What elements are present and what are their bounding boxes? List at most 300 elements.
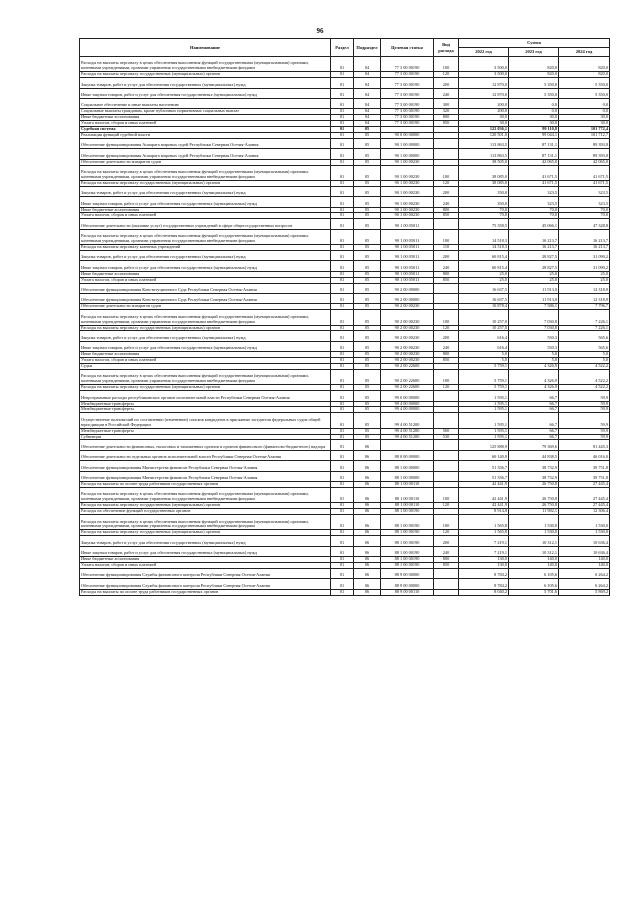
row-razdel: 01 (331, 413, 354, 428)
row-razdel: 01 (331, 358, 354, 364)
row-csr: 88 1 00 00190 (381, 530, 434, 536)
row-vr: 100 (434, 165, 459, 180)
row-2022: 5 759,1 (459, 385, 509, 391)
row-2023: 11 982,1 (509, 509, 559, 515)
row-razdel: 01 (331, 115, 354, 121)
row-razdel: 01 (331, 72, 354, 78)
row-razdel: 01 (331, 369, 354, 384)
row-2023: 28 827,5 (509, 261, 559, 271)
row-2024: 5 350,0 (559, 88, 610, 98)
row-2022: 200,0 (459, 109, 509, 115)
row-csr: 90 1 00 00230 (381, 186, 434, 196)
row-2024: 25,0 (559, 271, 610, 277)
row-podrazdel: 05 (354, 229, 381, 244)
row-2024: 41 671,5 (559, 165, 610, 180)
row-2023: 38 732,9 (509, 471, 559, 481)
row-2023: 25,0 (509, 277, 559, 283)
row-vr: 120 (434, 180, 459, 186)
row-vr: 240 (434, 197, 459, 207)
row-name: Закупка товаров, работ и услуг для обеспечения государственных (муниципальных) нужд (80, 536, 331, 546)
row-razdel: 01 (331, 304, 354, 310)
row-2023: 87 131,1 (509, 149, 559, 159)
row-2023: 99 044,1 (509, 133, 559, 139)
row-2023: 16 213,7 (509, 229, 559, 244)
row-name: Расходы на выплаты персоналу государственных (муниципальных) органов (80, 385, 331, 391)
row-name: Уплата налогов, сборов и иных платежей (80, 277, 331, 283)
row-2023: 66,7 (509, 413, 559, 428)
row-name: Расходы на выплаты персоналу в целях обеспечения выполнения функций государственными (муниципальными) органами, казенными учреждениями, органами управления государственными внебюджетными фондами (80, 369, 331, 384)
row-2023: 140,0 (509, 557, 559, 563)
row-2022: 1 565,8 (459, 515, 509, 530)
row-podrazdel: 05 (354, 197, 381, 207)
row-podrazdel: 05 (354, 213, 381, 219)
row-2022: 1 595,1 (459, 428, 509, 434)
row-name: Закупка товаров, работ и услуг для обеспечения государственных (муниципальных) нужд (80, 186, 331, 196)
row-vr: 240 (434, 341, 459, 351)
row-razdel: 01 (331, 546, 354, 556)
row-podrazdel: 05 (354, 261, 381, 271)
row-name: Расходы на выплаты по оплате труда работников государственных органов (80, 589, 331, 595)
row-vr: 120 (434, 72, 459, 78)
table-row (80, 219, 610, 229)
row-csr: 77 3 00 00190 (381, 115, 434, 121)
row-name: Расходы на выплаты персоналу в целях обеспечения выполнения функций государственными (муниципальными) органами, казенными учреждениями, органами управления государственными внебюджетными фондами (80, 487, 331, 502)
row-razdel: 01 (331, 293, 354, 303)
row-podrazdel: 06 (354, 487, 381, 502)
row-2024: 6 264,2 (559, 568, 610, 578)
row-2023: 4 326,9 (509, 364, 559, 370)
row-2024: 140,0 (559, 562, 610, 568)
row-podrazdel: 06 (354, 562, 381, 568)
row-2024: 7 796,7 (559, 304, 610, 310)
row-vr (434, 413, 459, 428)
row-name: Расходы на выплаты персоналу государственных (муниципальных) органов (80, 325, 331, 331)
table-row (80, 149, 610, 159)
row-podrazdel: 05 (354, 159, 381, 165)
table-row (80, 579, 610, 589)
row-name: Закупка товаров, работ и услуг для обеспечения государственных (муниципальных) нужд (80, 250, 331, 260)
row-name: Расходы на выплаты персоналу в целях обеспечения выполнения функций государственными (муниципальными) органами, казенными учреждениями, органами управления государственными внебюджетными фондами (80, 229, 331, 244)
row-name: Расходы на обеспечение функций государственных органов (80, 509, 331, 515)
row-2023: 0,0 (509, 98, 559, 108)
row-csr: 90 2 00 00000 (381, 293, 434, 303)
row-csr: 90 1 00 00230 (381, 213, 434, 219)
row-name: Обеспечение деятельности аппаратов судов (80, 304, 331, 310)
row-razdel: 01 (331, 219, 354, 229)
row-podrazdel: 06 (354, 579, 381, 589)
row-2022: 60 815,4 (459, 250, 509, 260)
row-2022: 5 759,1 (459, 364, 509, 370)
row-razdel: 01 (331, 78, 354, 88)
row-2024: 59,9 (559, 407, 610, 413)
row-razdel: 01 (331, 503, 354, 509)
row-podrazdel: 05 (354, 133, 381, 139)
row-2022: 12 870,0 (459, 78, 509, 88)
row-vr: 120 (434, 385, 459, 391)
row-2023: 45 066,1 (509, 219, 559, 229)
row-2024: 16 213,7 (559, 245, 610, 251)
table-row (80, 165, 610, 180)
row-2022: 51 356,7 (459, 461, 509, 471)
row-vr: 500 (434, 428, 459, 434)
row-name: Иные закупки товаров, работ и услуг для обеспечения государственных (муниципальных) нужд (80, 261, 331, 271)
row-2024: 4 522,2 (559, 385, 610, 391)
row-razdel: 01 (331, 133, 354, 139)
row-2023: 99 110,8 (509, 127, 559, 133)
row-2022: 60 815,4 (459, 261, 509, 271)
row-vr: 200 (434, 331, 459, 341)
row-2022: 7 219,1 (459, 546, 509, 556)
row-razdel: 01 (331, 352, 354, 358)
row-podrazdel: 04 (354, 109, 381, 115)
row-2023: 10 312,1 (509, 536, 559, 546)
row-name: Расходы на выплаты персоналу в целях обеспечения выполнения функций государственными (муниципальными) органами, казенными учреждениями, органами управления государственными внебюджетными фондами (80, 310, 331, 325)
row-2022: 60 140,9 (459, 450, 509, 460)
table-row (80, 293, 610, 303)
row-name: Обеспечение деятельности финансовых, налоговых и таможенных органов и органов финансового (финансово-бюджетного) надзора (80, 440, 331, 450)
row-razdel: 01 (331, 589, 354, 595)
row-csr: 88 9 00 00000 (381, 579, 434, 589)
row-csr: 99 0 00 00000 (381, 391, 434, 401)
row-2022: 5,0 (459, 352, 509, 358)
row-2022: 8 040,2 (459, 589, 509, 595)
row-2023: 11 913,0 (509, 283, 559, 293)
row-2024: 59,9 (559, 413, 610, 428)
row-name: Обеспечение деятельности аппаратов судов (80, 159, 331, 165)
row-vr (434, 149, 459, 159)
row-vr: 320 (434, 109, 459, 115)
row-csr: 88 1 00 00190 (381, 509, 434, 515)
row-podrazdel: 06 (354, 589, 381, 595)
row-razdel: 01 (331, 450, 354, 460)
row-2023: 26 750,8 (509, 503, 559, 509)
table-row (80, 250, 610, 260)
row-2024: 140,0 (559, 557, 610, 563)
row-2024: 323,5 (559, 186, 610, 196)
row-podrazdel: 06 (354, 568, 381, 578)
row-name: Обеспечение деятельности (оказание услуг) государственных учреждений в сфере общегосударственных вопросов (80, 219, 331, 229)
table-row (80, 78, 610, 88)
row-2023: 41 671,5 (509, 180, 559, 186)
row-podrazdel: 04 (354, 72, 381, 78)
row-podrazdel: 06 (354, 546, 381, 556)
row-csr: 90 1 00 00000 (381, 149, 434, 159)
row-name: Непрограммные расходы республиканских органов исполнительной власти Республики Северная Осетия-Алания (80, 391, 331, 401)
row-2023: 5,0 (509, 358, 559, 364)
row-name: Обеспечение функционирования Конституционного Суда Республики Северная Осетия-Алания (80, 293, 331, 303)
row-2024: 41 671,5 (559, 180, 610, 186)
row-csr: 88 1 00 00190 (381, 562, 434, 568)
row-name: Субвенции (80, 434, 331, 440)
row-2023: 66,7 (509, 391, 559, 401)
row-2023: 16 213,7 (509, 245, 559, 251)
row-2024: 5,0 (559, 358, 610, 364)
row-csr: 90 2 00 22600 (381, 385, 434, 391)
row-podrazdel: 05 (354, 138, 381, 148)
row-vr: 100 (434, 487, 459, 502)
row-csr: 90 2 00 00230 (381, 325, 434, 331)
row-razdel: 01 (331, 213, 354, 219)
row-razdel: 01 (331, 461, 354, 471)
row-name: Иные закупки товаров, работ и услуг для обеспечения государственных (муниципальных) нужд (80, 546, 331, 556)
row-vr: 800 (434, 207, 459, 213)
row-razdel: 01 (331, 325, 354, 331)
row-vr: 200 (434, 186, 459, 196)
row-2024: 101 712,7 (559, 133, 610, 139)
row-vr (434, 391, 459, 401)
row-2023: 323,5 (509, 186, 559, 196)
row-2024: 820,0 (559, 57, 610, 72)
row-vr (434, 293, 459, 303)
row-name: Иные закупки товаров, работ и услуг для обеспечения государственных (муниципальных) нужд (80, 341, 331, 351)
row-2022: 14 518,3 (459, 229, 509, 244)
row-2022: 616,4 (459, 331, 509, 341)
row-csr: 88 1 00 00110 (381, 487, 434, 502)
row-vr: 800 (434, 352, 459, 358)
row-podrazdel: 06 (354, 515, 381, 530)
row-2024: 323,5 (559, 197, 610, 207)
row-vr: 850 (434, 358, 459, 364)
row-razdel: 01 (331, 471, 354, 481)
row-razdel: 01 (331, 138, 354, 148)
row-podrazdel: 05 (354, 180, 381, 186)
row-name: Иные бюджетные ассигнования (80, 352, 331, 358)
row-razdel: 01 (331, 557, 354, 563)
row-podrazdel: 05 (354, 245, 381, 251)
header-razdel: Раздел (331, 39, 354, 57)
table-row (80, 138, 610, 148)
row-csr: 88 0 00 00000 (381, 450, 434, 460)
row-podrazdel: 05 (354, 186, 381, 196)
row-name: Социальные выплаты гражданам, кроме публичных нормативных социальных выплат (80, 109, 331, 115)
row-2022: 25,0 (459, 271, 509, 277)
row-razdel: 01 (331, 487, 354, 502)
row-razdel: 01 (331, 428, 354, 434)
row-vr (434, 450, 459, 460)
row-2024: 565,6 (559, 341, 610, 351)
row-2022: 8 914,8 (459, 509, 509, 515)
row-razdel: 01 (331, 515, 354, 530)
row-razdel: 01 (331, 391, 354, 401)
row-2023: 140,0 (509, 562, 559, 568)
row-2024: 70,0 (559, 213, 610, 219)
table-row (80, 440, 610, 450)
row-podrazdel: 06 (354, 471, 381, 481)
table-row (80, 283, 610, 293)
row-name: Осуществление полномочий по составлению (изменению) списков кандидатов в присяжные заседатели федеральных судов общей юрисдикции в Российской Федерации (80, 413, 331, 428)
row-csr: 88 1 00 00190 (381, 536, 434, 546)
row-razdel: 01 (331, 271, 354, 277)
row-podrazdel: 05 (354, 341, 381, 351)
row-2024: 89 393,8 (559, 138, 610, 148)
row-razdel: 01 (331, 401, 354, 407)
row-2024: 12 318,9 (559, 283, 610, 293)
header-summa: Сумма (459, 39, 610, 48)
row-razdel: 01 (331, 579, 354, 589)
row-2023: 5 701,6 (509, 589, 559, 595)
row-vr: 120 (434, 503, 459, 509)
row-podrazdel: 05 (354, 325, 381, 331)
row-csr: 90 1 00 05011 (381, 245, 434, 251)
row-name: Реализация функций судебной власти (80, 133, 331, 139)
row-2024: 5 869,2 (559, 589, 610, 595)
row-razdel: 01 (331, 440, 354, 450)
row-podrazdel: 05 (354, 352, 381, 358)
row-vr: 300 (434, 98, 459, 108)
row-csr: 90 2 00 00000 (381, 283, 434, 293)
row-podrazdel: 05 (354, 165, 381, 180)
row-vr: 850 (434, 213, 459, 219)
row-2023: 66,7 (509, 434, 559, 440)
row-vr: 530 (434, 434, 459, 440)
row-razdel: 01 (331, 530, 354, 536)
table-body (80, 57, 610, 596)
row-csr: 88 1 00 00110 (381, 482, 434, 488)
table-row (80, 461, 610, 471)
row-2023: 6 105,6 (509, 568, 559, 578)
row-csr: 90 2 00 00230 (381, 331, 434, 341)
row-razdel: 01 (331, 165, 354, 180)
row-2023: 550,3 (509, 331, 559, 341)
row-2024: 59,9 (559, 391, 610, 401)
row-csr: 77 3 00 00190 (381, 57, 434, 72)
row-2023: 26 750,8 (509, 482, 559, 488)
row-2022: 16 637,5 (459, 293, 509, 303)
row-2022: 42 441,9 (459, 487, 509, 502)
row-2023: 5 350,0 (509, 88, 559, 98)
row-vr: 850 (434, 562, 459, 568)
row-csr: 88 1 00 00190 (381, 515, 434, 530)
row-2023: 7 030,8 (509, 325, 559, 331)
row-vr: 120 (434, 325, 459, 331)
row-csr: 77 3 00 00190 (381, 98, 434, 108)
table-row (80, 515, 610, 530)
header-podrazdel: Подраздел (354, 39, 381, 57)
row-2023: 38 732,9 (509, 461, 559, 471)
row-2024: 59,9 (559, 401, 610, 407)
row-vr: 100 (434, 515, 459, 530)
row-csr: 90 1 00 00230 (381, 159, 434, 165)
row-name: Судебная система (80, 127, 331, 133)
row-2022: 75 358,5 (459, 219, 509, 229)
row-podrazdel: 05 (354, 283, 381, 293)
row-podrazdel: 05 (354, 385, 381, 391)
row-name: Судьи (80, 364, 331, 370)
row-2022: 8 784,2 (459, 579, 509, 589)
row-2022: 10 878,4 (459, 304, 509, 310)
row-podrazdel: 04 (354, 98, 381, 108)
row-csr: 90 1 00 05011 (381, 250, 434, 260)
row-2022: 1 595,1 (459, 391, 509, 401)
row-2022: 200,0 (459, 98, 509, 108)
row-razdel: 01 (331, 509, 354, 515)
row-csr: 90 1 00 00230 (381, 197, 434, 207)
row-2024: 42 065,0 (559, 159, 610, 165)
row-razdel: 01 (331, 341, 354, 351)
row-2022: 3 500,0 (459, 72, 509, 78)
row-2024: 4 522,2 (559, 369, 610, 384)
row-razdel: 01 (331, 149, 354, 159)
row-name: Закупка товаров, работ и услуг для обеспечения государственных (муниципальных) нужд (80, 78, 331, 88)
row-podrazdel: 05 (354, 428, 381, 434)
row-name: Уплата налогов, сборов и иных платежей (80, 562, 331, 568)
row-name: Расходы на выплаты персоналу государственных (муниципальных) органов (80, 180, 331, 186)
row-2022: 10 257,0 (459, 310, 509, 325)
row-2024: 1 530,0 (559, 530, 610, 536)
row-2023: 26 750,8 (509, 487, 559, 502)
row-razdel: 01 (331, 283, 354, 293)
row-2023: 820,0 (509, 72, 559, 78)
row-2024: 16 213,7 (559, 229, 610, 244)
row-csr: 77 3 00 00190 (381, 121, 434, 127)
row-razdel: 01 (331, 482, 354, 488)
row-podrazdel: 05 (354, 304, 381, 310)
row-2024: 5 350,0 (559, 78, 610, 88)
row-csr: 90 1 00 05011 (381, 271, 434, 277)
row-vr: 100 (434, 310, 459, 325)
row-2023: 28 827,5 (509, 250, 559, 260)
row-csr: 99 4 00 51200 (381, 434, 434, 440)
row-razdel: 01 (331, 207, 354, 213)
row-2023: 550,3 (509, 341, 559, 351)
row-csr: 90 2 00 00230 (381, 358, 434, 364)
row-2023: 4 326,9 (509, 369, 559, 384)
row-name: Обеспечение функционирования Аппарата мировых судей Республики Северная Осетия-Алания (80, 138, 331, 148)
row-razdel: 01 (331, 180, 354, 186)
row-2024: 10 636,4 (559, 536, 610, 546)
row-vr (434, 440, 459, 450)
row-csr: 77 3 00 00190 (381, 88, 434, 98)
row-csr: 90 0 00 00000 (381, 133, 434, 139)
row-2022: 38 085,0 (459, 180, 509, 186)
table-row (80, 341, 610, 351)
row-name: Обеспечение функционирования Службы финансового контроля Республики Северная Осетия-Алания (80, 568, 331, 578)
row-2024: 4 522,2 (559, 364, 610, 370)
row-podrazdel: 06 (354, 530, 381, 536)
row-podrazdel: 05 (354, 293, 381, 303)
row-razdel: 01 (331, 197, 354, 207)
row-csr: 99 4 00 00000 (381, 407, 434, 413)
row-2022: 12 870,0 (459, 88, 509, 98)
row-2022: 51 356,7 (459, 471, 509, 481)
row-vr: 240 (434, 88, 459, 98)
row-2022: 350,0 (459, 197, 509, 207)
row-razdel: 01 (331, 57, 354, 72)
row-2024: 27 445,4 (559, 487, 610, 502)
table-row (80, 88, 610, 98)
table-row (80, 310, 610, 325)
row-2024: 0,0 (559, 109, 610, 115)
row-name: Расходы на выплаты персоналу государственных (муниципальных) органов (80, 530, 331, 536)
row-name: Обеспечение функционирования Аппарата мировых судей Республики Северная Осетия-Алания (80, 149, 331, 159)
row-csr: 90 1 00 00230 (381, 207, 434, 213)
row-2024: 70,0 (559, 207, 610, 213)
row-2024: 12 318,9 (559, 293, 610, 303)
row-csr: 90 2 00 22600 (381, 364, 434, 370)
row-2024: 30,0 (559, 121, 610, 127)
row-2022: 38 085,0 (459, 165, 509, 180)
row-2024: 47 328,8 (559, 219, 610, 229)
row-name: Уплата налогов, сборов и иных платежей (80, 121, 331, 127)
row-vr: 100 (434, 369, 459, 384)
row-2022: 25,0 (459, 277, 509, 283)
row-2024: 7 226,1 (559, 310, 610, 325)
row-name: Обеспечение деятельности отдельных органов исполнительной власти Республики Северная Осетия-Алания (80, 450, 331, 460)
row-vr (434, 579, 459, 589)
row-2024: 89 393,8 (559, 149, 610, 159)
row-2024: 27 445,4 (559, 503, 610, 509)
row-csr (381, 440, 434, 450)
